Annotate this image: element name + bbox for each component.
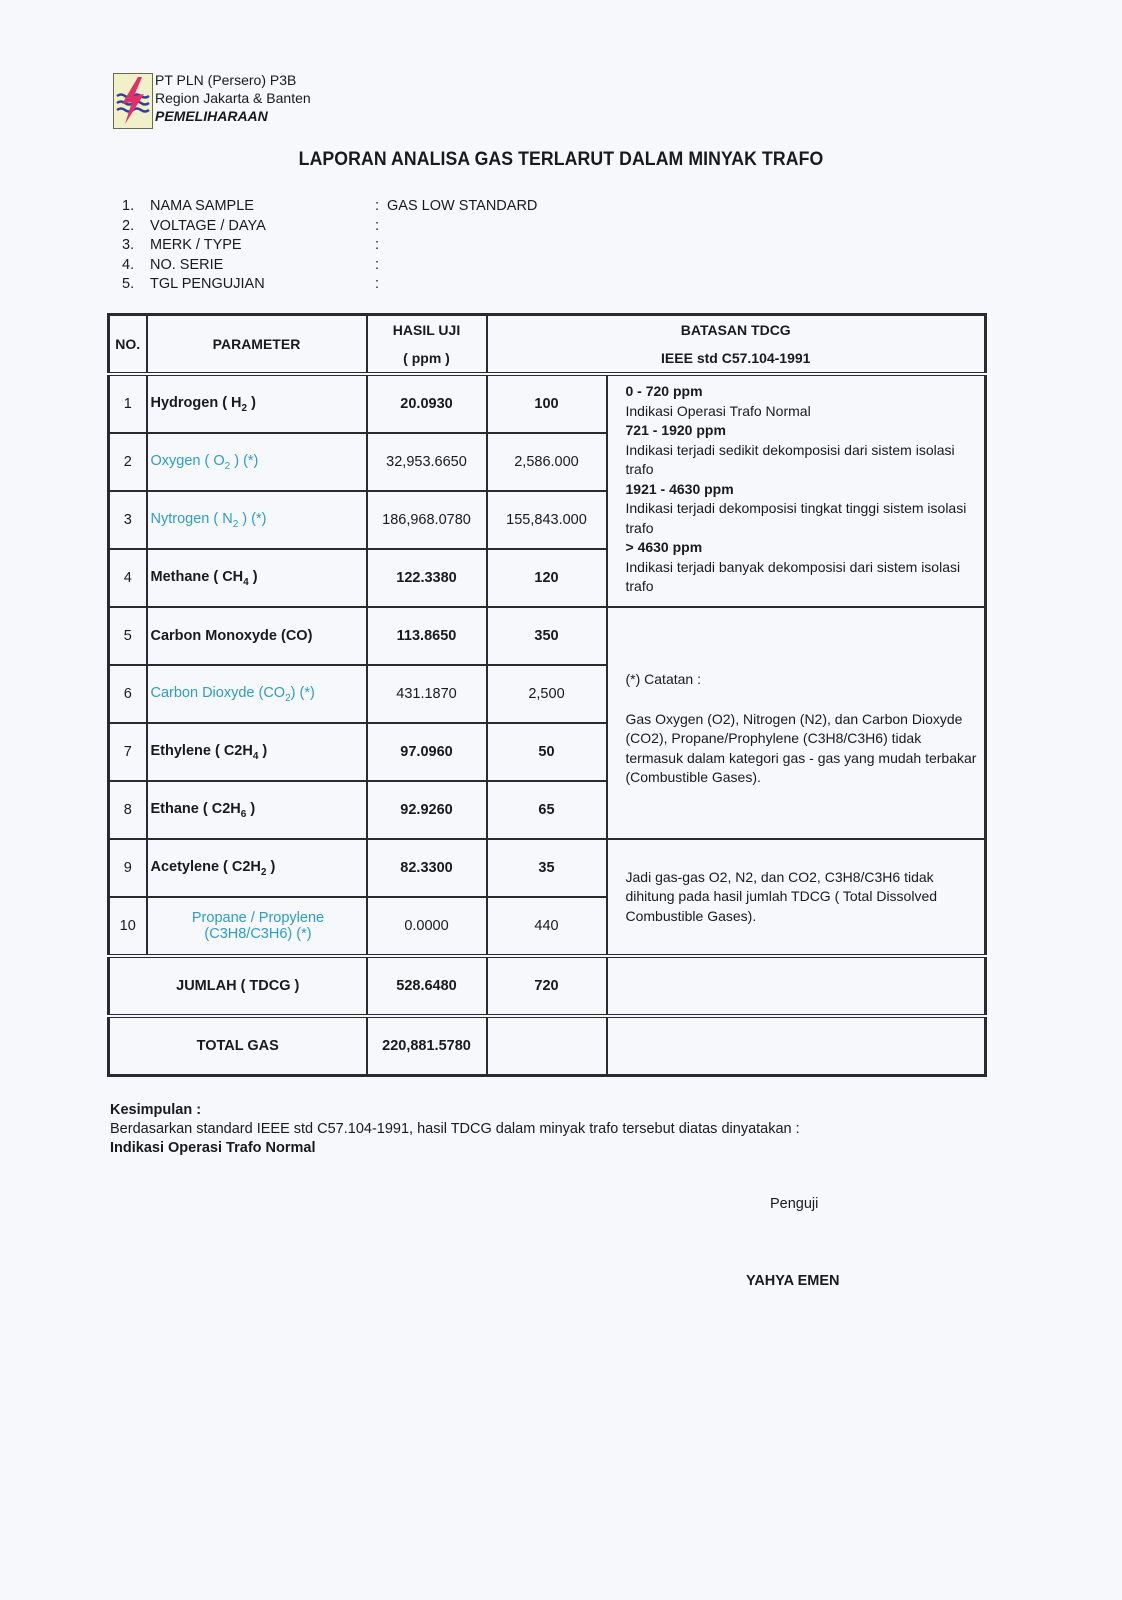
- report-title: LAPORAN ANALISA GAS TERLARUT DALAM MINYAK TRAFO: [298, 149, 824, 170]
- criteria-range: 0 - 720 ppm: [625, 383, 703, 399]
- company-region: Region Jakarta & Banten: [155, 90, 311, 106]
- header-hasil-unit: ( ppm ): [367, 344, 487, 374]
- param-name: Nytrogen ( N: [150, 510, 233, 527]
- row-batas: 120: [487, 549, 607, 607]
- row-hasil: 32,953.6650: [367, 433, 487, 491]
- row-no: 3: [109, 491, 147, 549]
- criteria-desc: Indikasi terjadi banyak dekomposisi dari sistem isolasi trafo: [625, 558, 961, 594]
- row-hasil: 20.0930: [367, 374, 487, 433]
- param-suffix: ) (*): [230, 452, 259, 469]
- row-hasil: 431.1870: [367, 665, 487, 723]
- row-hasil: 0.0000: [367, 897, 487, 956]
- company-name: PT PLN (Persero) P3B: [155, 72, 297, 88]
- param-suffix: ): [258, 742, 268, 759]
- info-colon: :: [375, 237, 380, 253]
- info-row-voltage: [122, 217, 537, 237]
- row-no: 5: [109, 607, 147, 665]
- row-batas: 50: [487, 723, 607, 781]
- bleed-through-text: [90, 122, 93, 138]
- row-batas: 155,843.000: [487, 491, 607, 549]
- row-parameter: [147, 374, 367, 433]
- info-colon: :: [375, 276, 380, 292]
- param-name: Ethane ( C2H: [150, 800, 241, 817]
- row-hasil: 82.3300: [367, 839, 487, 897]
- param-subscript: 4: [252, 750, 259, 762]
- table-row: [109, 607, 986, 665]
- param-name: Hydrogen ( H: [150, 394, 242, 411]
- row-parameter: [147, 897, 367, 956]
- param-subscript: 2: [232, 518, 239, 530]
- param-suffix: ) (*): [290, 684, 315, 701]
- row-no: 4: [109, 549, 147, 607]
- row-hasil: 97.0960: [367, 723, 487, 781]
- param-name: Propane / Propylene: [191, 910, 325, 926]
- param-subscript: 2: [224, 460, 231, 472]
- conclusion: [110, 1101, 800, 1158]
- criteria-desc: Indikasi terjadi dekomposisi tingkat tinggi sistem isolasi trafo: [625, 500, 967, 536]
- row-batas: 100: [487, 374, 607, 433]
- info-label: NO. SERIE: [150, 256, 224, 273]
- info-row-serial: [122, 256, 537, 276]
- param-suffix: ) (*): [238, 510, 267, 527]
- criteria-range: > 4630 ppm: [625, 539, 703, 555]
- total-gas-hasil: 220,881.5780: [367, 1016, 487, 1076]
- row-parameter: [147, 839, 367, 897]
- param-name: Ethylene ( C2H: [150, 742, 253, 759]
- param-subscript: 2: [285, 692, 291, 704]
- info-colon: :: [375, 256, 380, 273]
- pln-logo: [113, 73, 153, 129]
- criteria-range: 721 - 1920 ppm: [625, 422, 726, 438]
- conclusion-result: Indikasi Operasi Trafo Normal: [110, 1140, 316, 1156]
- param-name: Oxygen ( O: [150, 452, 225, 469]
- param-suffix: ): [248, 568, 258, 585]
- row-batas: 2,586.000: [487, 433, 607, 491]
- tdcg-sum-row: [109, 956, 986, 1016]
- row-batas: 35: [487, 839, 607, 897]
- info-label: VOLTAGE / DAYA: [150, 217, 266, 234]
- header-hasil-uji: HASIL UJI: [367, 315, 487, 345]
- header-no: NO.: [109, 315, 147, 375]
- param-suffix: ): [266, 858, 276, 875]
- signature-role: Penguji: [770, 1196, 819, 1212]
- empty-cell: [607, 956, 986, 1016]
- notes-paragraph-1: Gas Oxygen (O2), Nitrogen (N2), dan Carbon Dioxyde (CO2), Propane/Prophylene (C3H8/C3H6) tidak termasuk dalam kategori gas - gas yang mudah terbakar (Combustible Gases).: [625, 710, 977, 785]
- criteria-desc: Indikasi Operasi Trafo Normal: [625, 402, 811, 419]
- header-batasan: BATASAN TDCG: [487, 315, 986, 345]
- header-batasan-standard: IEEE std C57.104-1991: [487, 344, 986, 374]
- row-parameter: [147, 433, 367, 491]
- notes-title: (*) Catatan :: [625, 671, 701, 687]
- row-parameter: [147, 723, 367, 781]
- tdcg-criteria: [607, 374, 986, 607]
- param-subscript: 2: [241, 402, 248, 414]
- total-gas-batas: [487, 1016, 607, 1076]
- row-hasil: 186,968.0780: [367, 491, 487, 549]
- info-num: 2.: [122, 217, 135, 234]
- row-parameter: [147, 491, 367, 549]
- row-parameter: [147, 607, 367, 665]
- info-row-merk: [122, 236, 537, 256]
- row-batas: 350: [487, 607, 607, 665]
- row-parameter: [147, 781, 367, 839]
- param-suffix: ): [246, 800, 256, 817]
- row-parameter: [147, 549, 367, 607]
- pln-lightning-logo-icon: [114, 74, 152, 128]
- info-num: 4.: [122, 256, 135, 273]
- row-no: 10: [109, 897, 147, 956]
- row-parameter: [147, 665, 367, 723]
- conclusion-title: Kesimpulan :: [110, 1102, 202, 1118]
- info-label: TGL PENGUJIAN: [150, 276, 265, 292]
- row-hasil: 92.9260: [367, 781, 487, 839]
- tdcg-label: JUMLAH ( TDCG ): [109, 956, 367, 1016]
- row-hasil: 122.3380: [367, 549, 487, 607]
- row-no: 1: [109, 374, 147, 433]
- param-name: Carbon Dioxyde (CO: [150, 684, 286, 701]
- gas-analysis-table: [107, 313, 987, 1077]
- info-value: GAS LOW STANDARD: [387, 198, 538, 214]
- info-label: NAMA SAMPLE: [150, 198, 254, 214]
- header-parameter: PARAMETER: [147, 315, 367, 375]
- info-colon: :: [375, 217, 380, 234]
- param-subscript: 6: [240, 808, 247, 820]
- notes-paragraph-2: Jadi gas-gas O2, N2, dan CO2, C3H8/C3H6 tidak dihitung pada hasil jumlah TDCG ( Total Dissolved Combustible Gases).: [625, 868, 938, 924]
- info-row-sample-name: [122, 197, 537, 217]
- info-num: 3.: [122, 237, 135, 253]
- row-batas: 65: [487, 781, 607, 839]
- criteria-range: 1921 - 4630 ppm: [625, 480, 734, 497]
- param-name: Acetylene ( C2H: [150, 858, 261, 875]
- info-colon: :: [375, 198, 380, 214]
- info-num: 1.: [122, 198, 135, 214]
- table-row: [109, 839, 986, 897]
- param-name: Carbon Monoxyde (CO): [150, 628, 313, 644]
- info-label: MERK / TYPE: [150, 237, 242, 253]
- param-name-line2: (C3H8/C3H6) (*): [204, 926, 312, 942]
- row-batas: 440: [487, 897, 607, 956]
- param-suffix: ): [247, 394, 256, 411]
- sample-info-list: [122, 197, 537, 295]
- empty-cell: [607, 1016, 986, 1076]
- row-batas: 2,500: [487, 665, 607, 723]
- company-division: PEMELIHARAAN: [155, 108, 268, 124]
- total-gas-label: TOTAL GAS: [109, 1016, 367, 1076]
- row-no: 2: [109, 433, 147, 491]
- signature-name: YAHYA EMEN: [746, 1273, 840, 1289]
- conclusion-text: Berdasarkan standard IEEE std C57.104-1991, hasil TDCG dalam minyak trafo tersebut diatas dinyatakan :: [110, 1121, 800, 1137]
- notes-cell: [607, 607, 986, 839]
- row-no: 6: [109, 665, 147, 723]
- info-row-test-date: [122, 275, 537, 295]
- total-gas-row: [109, 1016, 986, 1076]
- criteria-desc: Indikasi terjadi sedikit dekomposisi dari sistem isolasi trafo: [625, 441, 955, 477]
- company-header: [155, 71, 311, 125]
- info-num: 5.: [122, 276, 135, 292]
- param-subscript: 2: [260, 866, 267, 878]
- notes-cell-2: [607, 839, 986, 956]
- row-no: 8: [109, 781, 147, 839]
- table-row: [109, 374, 986, 433]
- tdcg-hasil: 528.6480: [367, 956, 487, 1016]
- row-hasil: 113.8650: [367, 607, 487, 665]
- row-no: 7: [109, 723, 147, 781]
- param-name: Methane ( CH: [150, 568, 244, 585]
- tdcg-batas: 720: [487, 956, 607, 1016]
- param-subscript: 4: [243, 576, 249, 588]
- row-no: 9: [109, 839, 147, 897]
